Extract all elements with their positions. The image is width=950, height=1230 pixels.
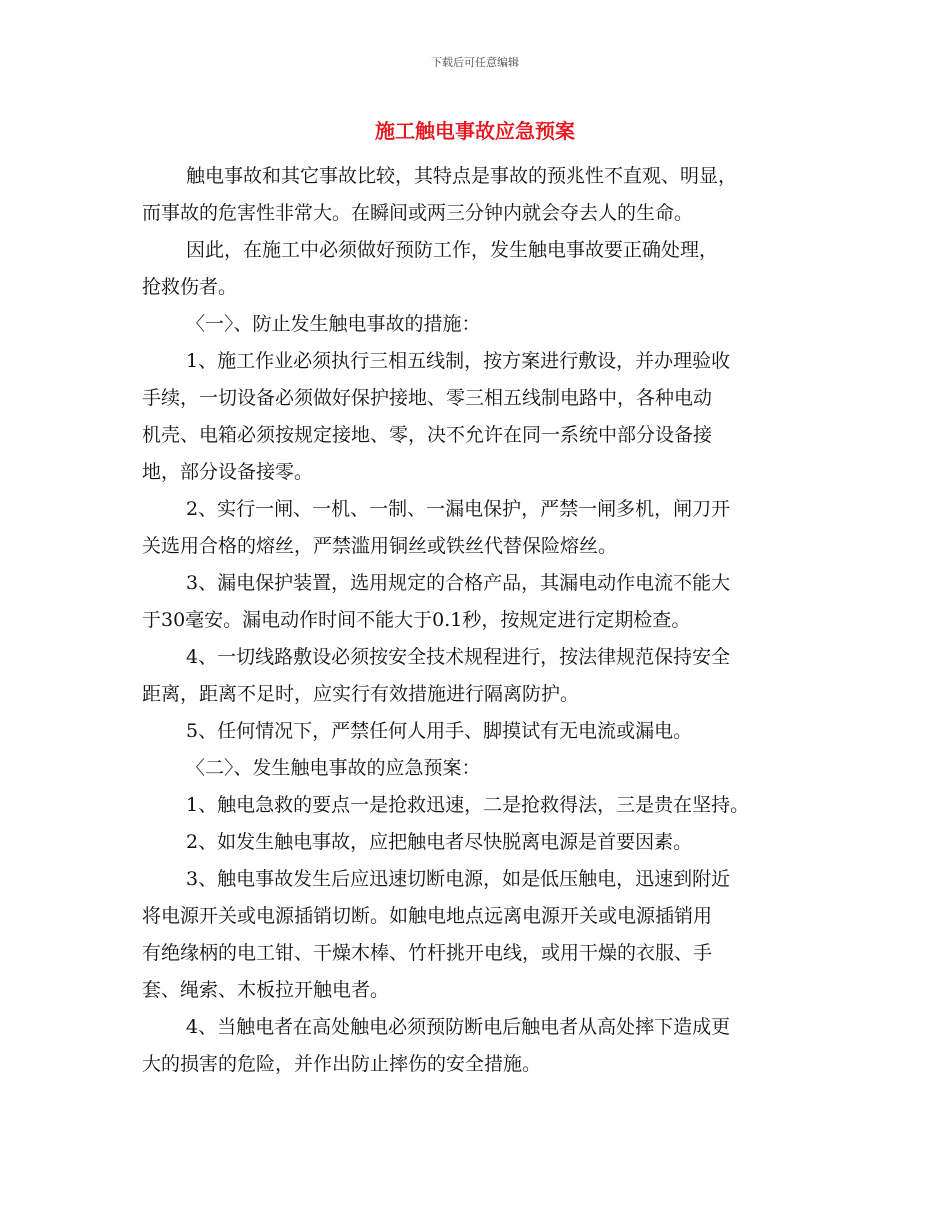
- section-heading: 〈一〉、防止发生触电事故的措施：: [186, 313, 481, 335]
- paragraph-line: 1、施工作业必须执行三相五线制，按方案进行敷设，并办理验收: [186, 350, 731, 372]
- document-title: 施工触电事故应急预案: [375, 119, 575, 143]
- paragraph-line: 3、触电事故发生后应迅速切断电源，如是低压触电，迅速到附近: [186, 868, 731, 890]
- section-heading: 〈二〉、发生触电事故的应急预案：: [186, 757, 481, 779]
- paragraph-line: 触电事故和其它事故比较，其特点是事故的预兆性不直观、明显，: [186, 165, 738, 187]
- paragraph-line: 将电源开关或电源插销切断。如触电地点远离电源开关或电源插销用: [142, 905, 713, 927]
- paragraph-line: 因此，在施工中必须做好预防工作，发生触电事故要正确处理，: [186, 239, 719, 261]
- paragraph-line: 地，部分设备接零。: [142, 461, 314, 483]
- paragraph-line: 5、任何情况下，严禁任何人用手、脚摸试有无电流或漏电。: [186, 720, 693, 742]
- paragraph-line: 而事故的危害性非常大。在瞬间或两三分钟内就会夺去人的生命。: [142, 202, 694, 224]
- paragraph-line: 有绝缘柄的电工钳、干燥木棒、竹杆挑开电线，或用干燥的衣服、手: [142, 942, 713, 964]
- paragraph-line: 距离，距离不足时，应实行有效措施进行隔离防护。: [142, 683, 580, 705]
- paragraph-line: 机壳、电箱必须按规定接地、零，决不允许在同一系统中部分设备接: [142, 424, 713, 446]
- paragraph-line: 2、实行一闸、一机、一制、一漏电保护，严禁一闸多机，闸刀开: [186, 498, 731, 520]
- paragraph-line: 1、触电急救的要点一是抢救迅速，二是抢救得法，三是贵在坚持。: [186, 794, 750, 816]
- paragraph-line: 3、漏电保护装置，选用规定的合格产品，其漏电动作电流不能大: [186, 572, 731, 594]
- paragraph-line: 2、如发生触电事故，应把触电者尽快脱离电源是首要因素。: [186, 831, 693, 853]
- paragraph-line: 手续，一切设备必须做好保护接地、零三相五线制电路中，各种电动: [142, 387, 713, 409]
- paragraph-line: 4、当触电者在高处触电必须预防断电后触电者从高处摔下造成更: [186, 1016, 731, 1038]
- page-header: 下载后可任意编辑: [431, 56, 519, 69]
- paragraph-line: 于30毫安。漏电动作时间不能大于0.1秒，按规定进行定期检查。: [142, 609, 691, 631]
- paragraph-line: 抢救伤者。: [142, 276, 238, 298]
- document-body: [142, 158, 842, 1083]
- paragraph-line: 关选用合格的熔丝，严禁滥用铜丝或铁丝代替保险熔丝。: [142, 535, 618, 557]
- paragraph-line: 大的损害的危险，并作出防止摔伤的安全措施。: [142, 1053, 542, 1075]
- paragraph-line: 套、绳索、木板拉开触电者。: [142, 979, 390, 1001]
- paragraph-line: 4、一切线路敷设必须按安全技术规程进行，按法律规范保持安全: [186, 646, 731, 668]
